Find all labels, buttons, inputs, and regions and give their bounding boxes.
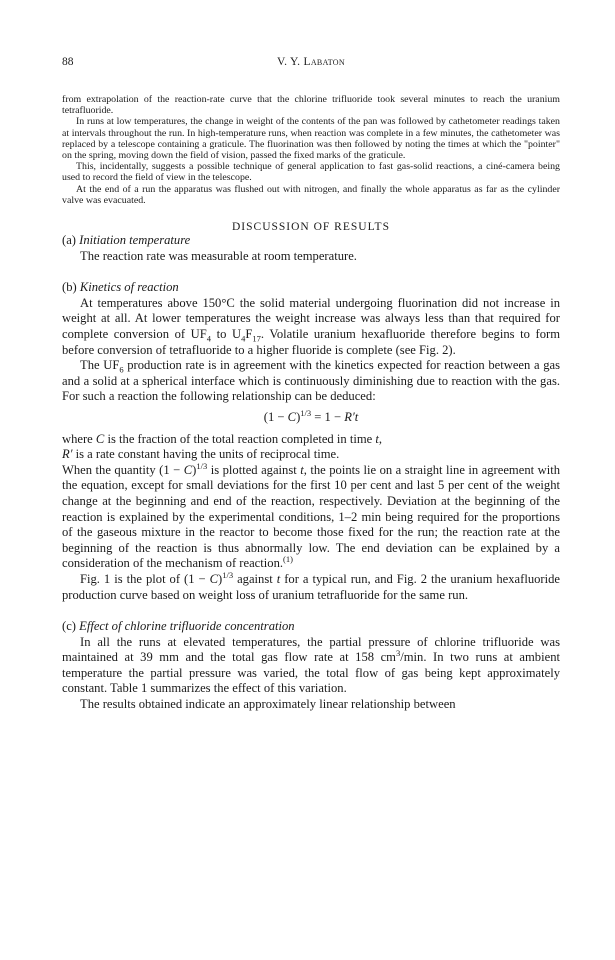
equation-exponent: 1/3 (300, 407, 312, 418)
text-run: where (62, 431, 96, 446)
text-run: for a typical run, and Fig. 2 the uranium hexafluoride production curve based on weight loss of uranium tetrafluoride for the same run. (62, 571, 560, 602)
equation-part: (1 − (263, 409, 288, 424)
small-paragraph: from extrapolation of the reaction-rate curve that the chlorine trifluoride took several minutes to reach the uranium tetrafluoride. (62, 94, 560, 117)
text-run: ) (192, 462, 197, 477)
text-run: /min. In two runs at ambient temperature the partial pressure was varied, the total flow of gas being kept approximately constant. Table 1 summarizes the effect of this variation. (62, 650, 560, 696)
text-run: to U (211, 327, 242, 341)
text-run: is the fraction of the total reaction completed in time (104, 431, 376, 446)
equation-variable: C (287, 409, 297, 424)
paragraph (62, 296, 560, 358)
paragraph (62, 358, 560, 405)
text-run: F (245, 327, 253, 341)
subsection-b-heading (62, 280, 560, 296)
where-clause (62, 432, 560, 448)
subsection-c-heading (62, 619, 560, 635)
variable: t (375, 431, 379, 446)
text-run: is a rate constant having the units of reciprocal time. (72, 447, 340, 462)
paper-page (62, 56, 560, 713)
author-initials: V. Y. L (277, 56, 311, 68)
running-header (62, 56, 560, 74)
text-run: production rate is in agreement with the kinetics expected for reaction between a gas and a solid at a spherical interface which is continuously diminishing due to reaction with the gas. For such a reaction the following relationship can be deduced: (62, 358, 560, 404)
text-run: At temperatures above 150°C the solid material undergoing fluorination did not increase in weight at all. At lower temperatures the weight increase was always less than that required for complete conversion of UF (62, 295, 560, 341)
paragraph (62, 635, 560, 697)
running-author (62, 56, 560, 68)
subscript: 6 (119, 364, 124, 375)
paragraph: The results obtained indicate an approximately linear relationship between (80, 697, 456, 712)
paragraph (62, 569, 560, 603)
equation-part: ) (296, 409, 301, 424)
variable: C (95, 431, 105, 446)
subscript: 4 (206, 333, 212, 344)
variable: C (183, 462, 193, 477)
section-heading: DISCUSSION OF RESULTS (232, 221, 390, 234)
small-paragraph: At the end of a run the apparatus was flushed out with nitrogen, and finally the whole apparatus as far as the cylinder valve was evacuated. (62, 183, 560, 206)
rate-equation (62, 407, 560, 426)
subsection-title: Effect of chlorine trifluoride concentration (79, 619, 295, 634)
text-run: ) (218, 571, 223, 586)
text-run: , the points lie on a straight line in agreement with the equation, except for small deviations for the first 10 per cent and last 5 per cent of the weight change at the beginning and end of the reaction, respectively. Deviation at the beginning of the reaction is explained by the experimental conditions, 1–2 min being required for the proportions of the gaseous mixture in the reactor to become those fixed for the run; the reaction rate at the beginning of the reaction is thus abnormally low. The end deviation can be explained by a consideration of the mechanism of reaction. (62, 462, 560, 571)
equation-variable: R′t (344, 409, 359, 424)
text-run: . Volatile uranium hexafluoride therefore begins to form before conversion of tetrafluoride to a higher fluoride is complete (see Fig. 2). (62, 327, 560, 357)
where-clause (62, 447, 560, 463)
author-surname-rest: abaton (310, 56, 345, 68)
paragraph (62, 460, 560, 572)
text-run: against (233, 571, 277, 586)
subsection-label: (a) (62, 233, 76, 248)
variable: t (300, 462, 304, 477)
subsection-title: Kinetics of reaction (79, 280, 179, 295)
small-paragraph: In runs at low temperatures, the change in weight of the contents of the pan was followed by cathetometer readings taken at intervals throughout the run. In high-temperature runs, when reaction was complete in a few minutes, the cathetometer was replaced by a telescope containing a graticule. The fluorination was then followed by noting the times at which the "pointer" on the spring, moving down the field of vision, passed the fixed marks of the graticule. (62, 116, 560, 162)
small-paragraph: This, incidentally, suggests a possible technique of general application to fast gas-solid reactions, a ciné-camera being used to record the field of view in the telescope. (62, 161, 560, 184)
exponent: 1/3 (222, 569, 234, 580)
superscript: 3 (395, 648, 401, 659)
subscript: 17 (252, 333, 261, 344)
text-run: , (378, 431, 383, 446)
variable: C (209, 571, 218, 586)
subsection-label: (b) (62, 280, 77, 295)
subsection-a-heading (62, 233, 560, 249)
paragraph: The reaction rate was measurable at room temperature. (80, 248, 357, 263)
variable: t (276, 571, 281, 586)
subsection-title: Initiation temperature (79, 233, 191, 248)
variable: R′ (62, 447, 73, 462)
text-run: In all the runs at elevated temperatures, the partial pressure of chlorine trifluoride was maintained at 39 mm and the total gas flow rate at 158 cm (62, 634, 560, 665)
subsection-label: (c) (62, 619, 76, 634)
discussion-body (62, 233, 560, 713)
reference-marker: (1) (283, 554, 293, 565)
text-run: The UF (80, 358, 120, 373)
text-run: When the quantity (1 − (62, 462, 184, 477)
page-number: 88 (62, 56, 74, 68)
text-run: is plotted against (207, 462, 301, 477)
subscript: 4 (241, 333, 246, 344)
equation-part: = 1 − (311, 409, 345, 424)
text-run: Fig. 1 is the plot of (1 − (80, 571, 210, 586)
experimental-continuation (62, 94, 560, 206)
exponent: 1/3 (196, 460, 208, 471)
